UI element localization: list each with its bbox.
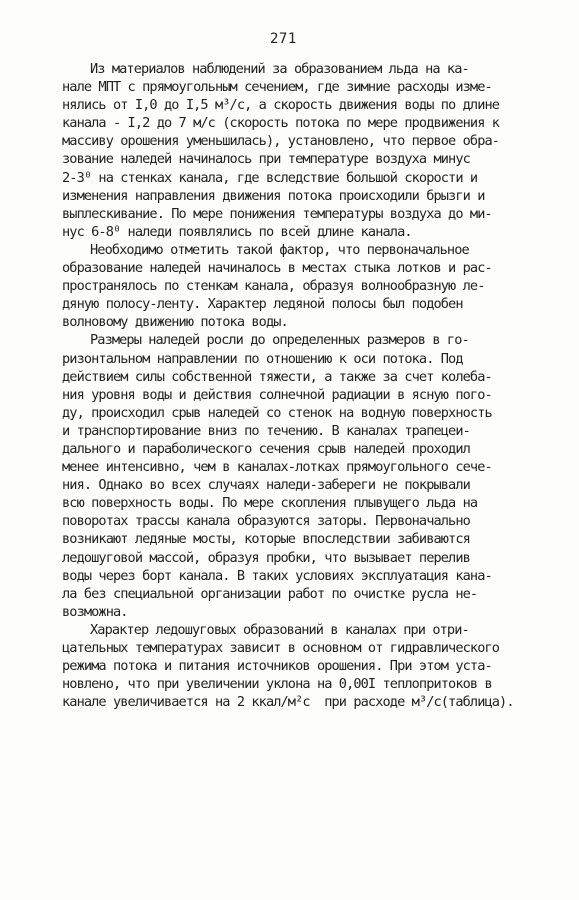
text-line: нале МПТ с прямоугольным сечением, где зимние расходы изме- xyxy=(62,79,492,96)
text-line: ледошуговой массой, образуя пробки, что вызывает перелив xyxy=(62,549,470,566)
text-line: ла без специальной организации работ по очистке русла не- xyxy=(62,585,478,602)
text-line: Из материалов наблюдений за образованием льда на ка- xyxy=(90,61,469,77)
text-line: канале увеличивается на 2 ккал/м²с при расходе м³/с(таблица). xyxy=(62,694,514,711)
text-line: и транспортирование вниз по течению. В каналах трапецеи- xyxy=(62,422,470,439)
text-line: режима потока и питания источников орошения. При этом уста- xyxy=(62,658,492,675)
text-line: дяную полосу-ленту. Характер ледяной полосы был подобен xyxy=(62,296,463,313)
text-line: канала - I,2 до 7 м/с (скорость потока по мере продвижения к xyxy=(62,115,500,132)
text-line: ризонтальном направлении по отношению к оси потока. Под xyxy=(62,350,463,367)
text-line: цательных температурах зависит в основном от гидравлического xyxy=(62,640,500,656)
text-line: Размеры наледей росли до определенных размеров в го- xyxy=(90,332,469,349)
text-line: Характер ледошуговых образований в каналах при отри- xyxy=(90,621,469,638)
text-line: ния. Однако во всех случаях наледи-забереги не покрывали xyxy=(62,477,470,494)
text-line: новлено, что при увеличении уклона на 0,00I теплопритоков в xyxy=(62,676,492,693)
paragraph xyxy=(62,621,544,711)
text-line: воды через борт канала. В таких условиях эксплуатация кана- xyxy=(62,567,492,584)
text-line: массиву орошения уменьшилась), установлено, что первое обра- xyxy=(62,133,500,150)
text-line: волновому движению потока воды. xyxy=(62,314,288,331)
text-line: действием силы собственной тяжести, а также за счет колеба- xyxy=(62,368,492,385)
text-line: зование наледей начиналось при температуре воздуха минус xyxy=(62,151,470,168)
paragraph xyxy=(62,60,544,241)
text-line: образование наледей начиналось в местах стыка лотков и рас- xyxy=(62,260,492,277)
text-line: ния уровня воды и действия солнечной радиации в ясную пого- xyxy=(62,386,492,403)
body-text xyxy=(62,60,544,711)
text-line: возможна. xyxy=(62,603,128,620)
text-line: поворотах трассы канала образуются заторы. Первоначально xyxy=(62,513,470,530)
text-line: дального и параболического сечения срыв наледей проходил xyxy=(62,440,470,457)
text-line: 2-3⁰ на стенках канала, где вследствие большой скорости и xyxy=(62,169,478,186)
text-line: выплескивание. По мере понижения температуры воздуха до ми- xyxy=(62,205,492,222)
page-number: 271 xyxy=(270,31,297,47)
text-line: всю поверхность воды. По мере скопления плывущего льда на xyxy=(62,495,478,512)
paragraph xyxy=(62,241,544,331)
text-line: Необходимо отметить такой фактор, что первоначальное xyxy=(90,241,469,258)
text-line: менее интенсивно, чем в каналах-лотках прямоугольного сече- xyxy=(62,459,492,476)
text-line: пространялось по стенкам канала, образуя волнообразную ле- xyxy=(62,278,485,295)
text-line: нус 6-8⁰ наледи появлялись по всей длине канала. xyxy=(62,223,412,240)
paragraph xyxy=(62,331,544,621)
text-line: ду, происходил срыв наледей со стенок на водную поверхность xyxy=(62,404,492,421)
text-line: возникают ледяные мосты, которые впоследствии забиваются xyxy=(62,531,470,548)
text-line: изменения направления движения потока происходили брызги и xyxy=(62,187,485,204)
text-line: нялись от I,0 до I,5 м³/с, а скорость движения воды по длине xyxy=(62,97,500,114)
